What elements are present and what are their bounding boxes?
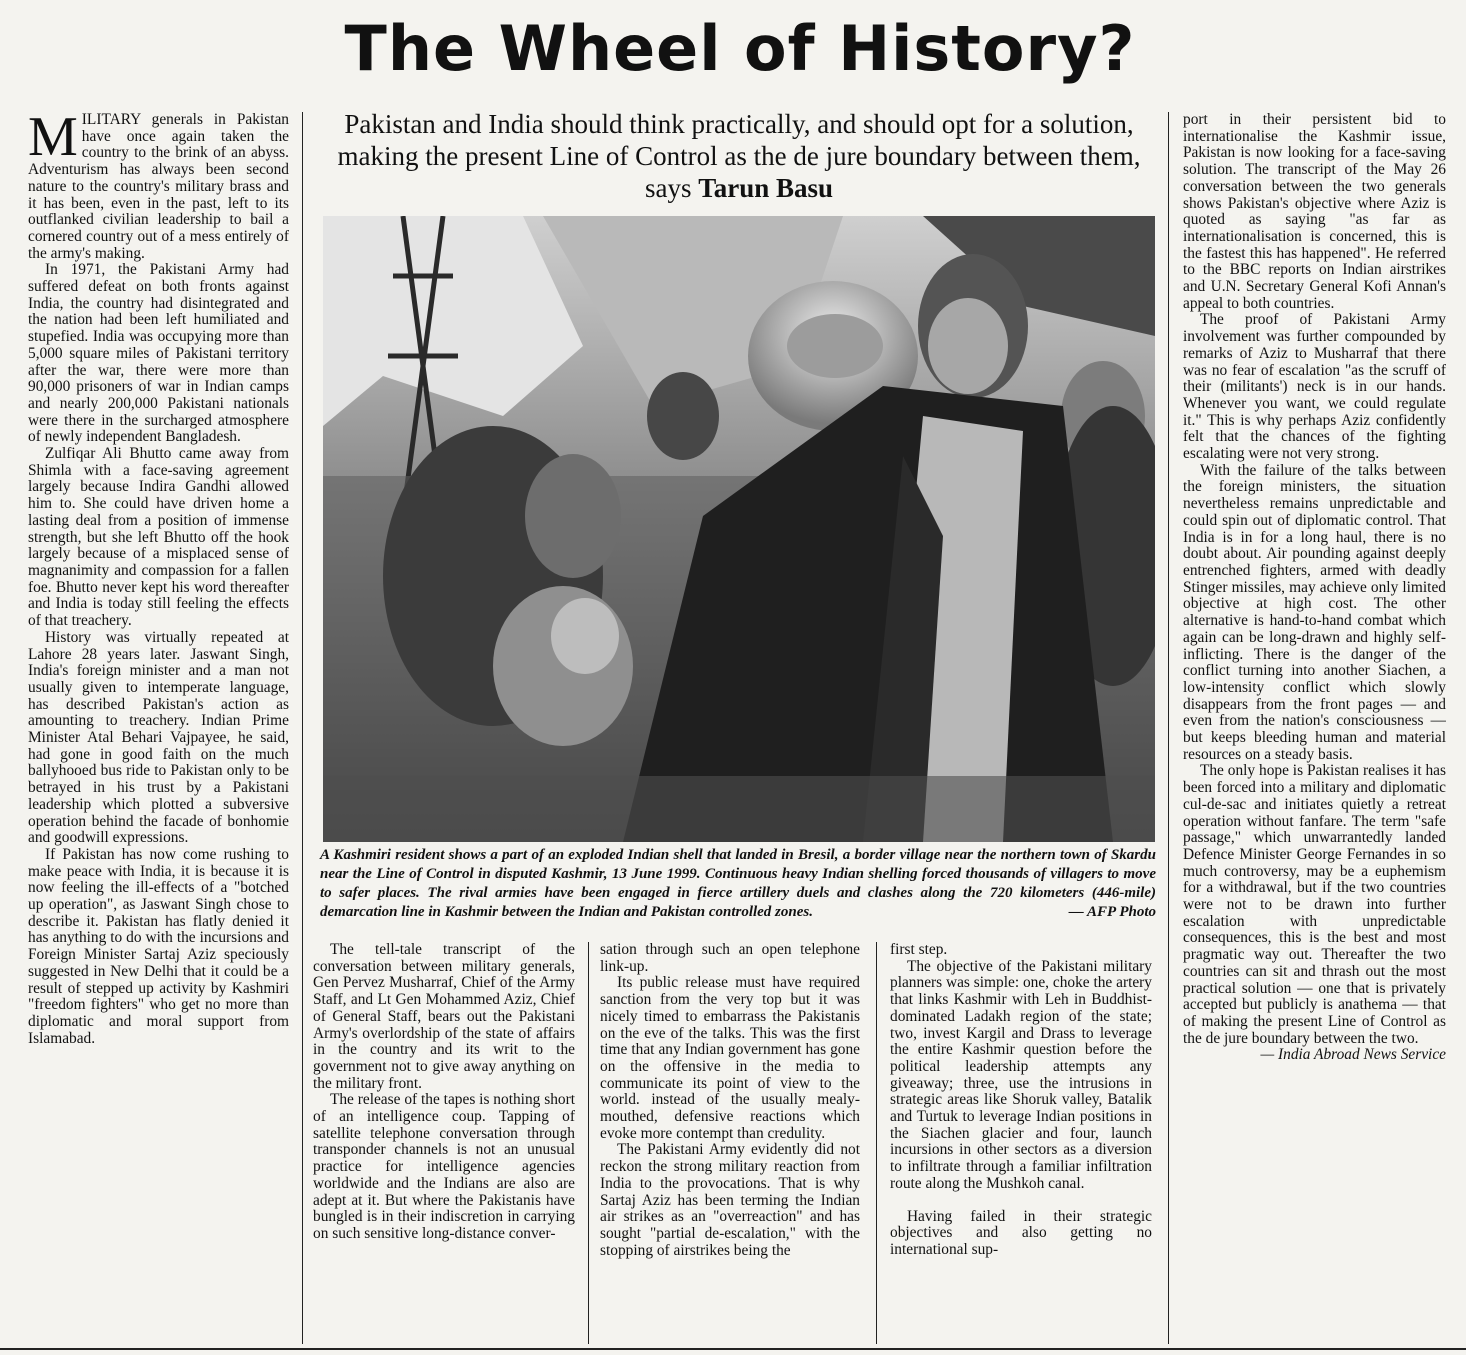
column-4-para-3: Having failed in their strategic objectives and also getting no international sup- [890,1207,1152,1258]
news-photo [323,216,1155,842]
column-2-para-1: The tell-tale transcript of the conversation between military generals, Gen Pervez Musharraf, Chief of the Army Staff, and Lt Gen Mohammed Aziz, Chief of General Staff, bears out the Pakistani Army's overlordship of the state of affairs in the country and its writ to the government not to give away anything on the military front. [313,942,575,1092]
column-1-para-4: History was virtually repeated at Lahore 28 years later. Jaswant Singh, India's foreign minister and a man not usually given to intemperate language, has described Pakistan's action as amounting to treachery. Indian Prime Minister Atal Behari Vajpayee, he said, had gone in good faith on the much ballyhooed bus ride to Pakistan only to be betrayed in his trust by a Pakistani leadership which plotted a subversive operation behind the facade of bonhomie and goodwill expressions. [28,628,289,847]
column-rule [588,942,589,1344]
photo-caption-text: A Kashmiri resident shows a part of an exploded Indian shell that landed in Bresil, a border village near the northern town of Skardu near the Line of Control in disputed Kashmir, 13 June 1999. Continuous heavy Indian shelling forced thousands of villagers to move to safer places. The rival armies have been engaged in fierce artillery duels and clashes along the 720 kilometers (446-mile) demarcation line in Kashmir between the Indian and Pakistan controlled zones. [320,847,1156,920]
column-5-para-3: With the failure of the talks between the foreign ministers, the situation nevertheless remains unpredictable and could spin out of diplomatic control. That India is in for a long haul, there is no doubt about. Air pounding against deeply entrenched fighters, armed with deadly Stinger missiles, may achieve only limited objective at high cost. The other alternative is hand-to-hand combat which again can be long-drawn and highly self-inflicting. There is the danger of the conflict turning into another Siachen, a low-intensity conflict which slowly disappears from the front pages — and even from the nation's consciousness — but keeps bleeding human and material resources on a steady basis. [1183,461,1446,763]
news-photo-graphic [323,216,1155,842]
column-rule [876,942,877,1344]
column-1-para-3: Zulfiqar Ali Bhutto came away from Shimla with a face-saving agreement largely because Indira Gandhi allowed him to. She could have driven home a lasting deal from a position of immense strength, but she left Bhutto off the hook largely because of a misplaced sense of magnanimity and compassion for a fallen foe. Bhutto never kept his word thereafter and India is today still feeling the effects of that treachery. [28,445,289,630]
column-1-para-5: If Pakistan has now come rushing to make peace with India, it is because it is now feeling the ill-effects of a "botched up operation", as Jaswant Singh chose to describe it. Pakistan has flatly denied it has anything to do with the incursions and Foreign Minister Sartaj Aziz speciously suggested in New Delhi that it could be a result of stepped up activity by Kashmiri "freedom fighters" who get no more than diplomatic and moral support from Islamabad. [28,845,289,1047]
column-3-para-1: sation through such an open telephone link-up. [600,942,860,975]
column-1-para-2: In 1971, the Pakistani Army had suffered defeat on both fronts against India, the country had disintegrated and the nation had been left humiliated and stupefied. India was occupying more than 5,000 square miles of Pakistani territory after the war, there were more than 90,000 prisoners of war in Indian camps and nearly 200,000 Pakistani nationals were there in the surcharged atmosphere of newly independent Bangladesh. [28,261,289,446]
column-2-para-2: The release of the tapes is nothing short of an intelligence coup. Tapping of satellite telephone conversation through transponder channels is not an unusual practice for intelligence agencies worldwide and the Indians are also are adept at it. But where the Pakistanis have bungled is in their indiscretion in carrying on such sensitive long-distance conver- [313,1091,575,1242]
column-5-para-1: port in their persistent bid to internationalise the Kashmir issue, Pakistan is now looking for a face-saving solution. The transcript of the May 26 conversation between the two generals shows Pakistan's objective where Aziz is quoted as saying "as far as internationalisation is concerned, this is the fastest this has happened". He referred to the BBC reports on Indian airstrikes and U.N. Secretary General Kofi Annan's appeal to both countries. [1183,112,1446,312]
column-1 [28,112,289,1344]
column-1-para-1 [28,112,289,262]
deck [326,108,1152,204]
column-4-para-1: first step. [890,942,948,958]
photo-credit: — AFP Photo [1068,904,1156,920]
column-3-para-3: The Pakistani Army evidently did not reckon the strong military reaction from India to the provocations. That is why Sartaj Aziz has been terming the Indian air strikes as an "overreaction" and has sought "partial de-escalation," with the stopping of airstrikes being the [600,1141,860,1259]
column-4-para-2: The objective of the Pakistani military planners was simple: one, choke the artery that links Kashmir with Leh in Buddhist-dominated Ladakh region of the state; two, invest Kargil and Drass to leverage the entire Kashmir question before the political leadership attempts any giveaway; three, use the intrusions in strategic areas like Shoruk valley, Batalik and Turtuk to leverage Indian positions in the Siachen glacier and four, launch incursions in other sectors as a diversion to infiltrate through a familiar infiltration route along the Mushkoh canal. [890,957,1152,1192]
byline: Tarun Basu [698,173,834,203]
column-rule [1168,112,1169,1344]
column-5 [1183,112,1446,1344]
deck-text: Pakistan and India should think practically, and should opt for a solution, making the present Line of Control as the de jure boundary between them, says [337,109,1141,203]
bottom-rule [0,1348,1466,1350]
column-3 [600,942,860,1344]
photo-caption [320,846,1156,922]
column-1-para-1-text: ILITARY generals in Pakistan have once again taken the country to the brink of an abyss. Adventurism has always been second nature to the country's military brass and it has been, even in the past, left to its outflanked civilian leadership to bail a cornered country out of a mess entirely of the army's making. [28,112,289,262]
column-3-para-2: Its public release must have required sanction from the very top but it was nicely timed to embarrass the Pakistanis on the eve of the talks. This was the first time that any Indian government has gone on the offensive in the media to communicate its point of view to the world. instead of the usually mealy-mouthed, defensive reactions which evoke more contempt than credulity. [600,974,860,1142]
headline: The Wheel of History? [344,12,1136,85]
drop-cap: M [28,112,78,168]
column-rule [302,112,303,1344]
article-credit: — India Abroad News Service [1260,1046,1446,1064]
column-5-para-2: The proof of Pakistani Army involvement was further compounded by remarks of Aziz to Musharraf that there was no fear of escalation "as the scruff of their (militants') neck is in our hands. Whenever you want, we could regulate it." This is why perhaps Aziz confidently felt that the chances of the fighting escalating were not very strong. [1183,311,1446,463]
column-5-para-4: The only hope is Pakistan realises it has been forced into a military and diplomatic cul-de-sac and initiates quietly a retreat operation without fanfare. The term "safe passage," which unwarrantedly landed Defence Minister George Fernandes in so much controversy, may be a euphemism for a withdrawal, but if the two countries were not to be drawn into further escalation with unpredictable consequences, this is the best and most pragmatic way out. Thereafter the two countries can sit and thrash out the most practical solution — one that is privately accepted but publicly is anathema — that of making the present Line of Control as the de jure boundary between the two. [1183,762,1446,1047]
column-4 [890,942,1152,1344]
column-2 [313,942,575,1344]
